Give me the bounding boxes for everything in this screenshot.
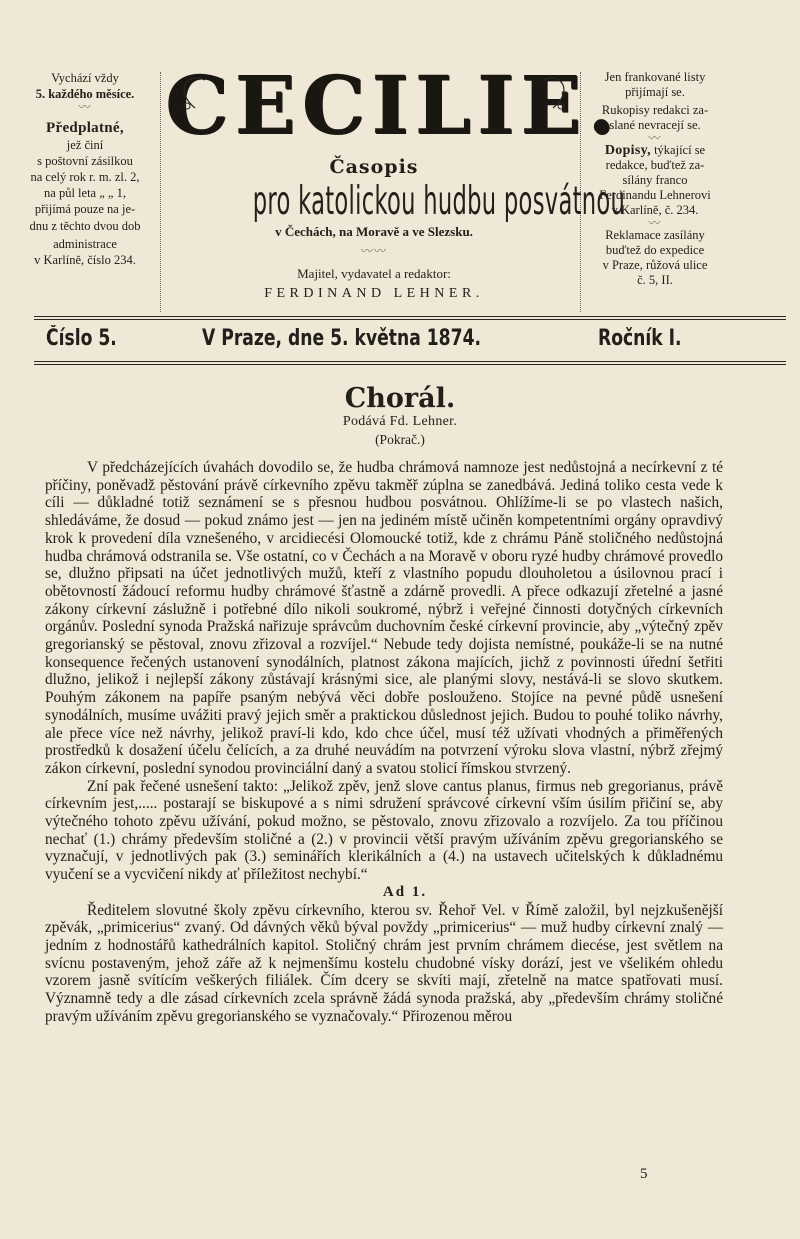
editorial-line: č. 5, II. <box>637 273 673 287</box>
editorial-line: slané nevracejí se. <box>609 118 701 132</box>
subscription-line: na celý rok r. m. zl. 2, <box>30 170 140 185</box>
subscription-line: s poštovní zásilkou <box>37 153 133 168</box>
flourish-icon <box>165 58 622 154</box>
ornament: 〰 <box>648 216 662 230</box>
article-byline: Podává Fd. Lehner. <box>342 414 458 429</box>
editorial-line: Jen frankované listy <box>604 70 706 84</box>
subscription-heading: Předplatné, <box>46 120 124 137</box>
issue-bar <box>46 326 786 360</box>
journal-regions: v Čechách, na Moravě a ve Slezsku. <box>275 224 473 239</box>
journal-title: CECILIE. <box>165 58 622 152</box>
ornament: 〰 <box>78 100 92 115</box>
letters-text: týkající se <box>650 143 706 157</box>
issue-number: Číslo 5. <box>46 326 117 351</box>
subscription-line: dnu z těchto dvou dob <box>29 218 141 233</box>
rule <box>34 361 786 362</box>
subscription-info <box>14 70 156 268</box>
journal-subtitle: pro katolickou hudbu posvátnou <box>252 179 626 224</box>
article-body <box>45 459 723 1026</box>
issue-volume: Ročník I. <box>598 326 682 351</box>
issue-date: V Praze, dne 5. května 1874. <box>202 326 482 351</box>
rule <box>34 319 786 320</box>
subscription-line: jež činí <box>66 137 104 152</box>
editorial-line: v Karlíně, č. 234. <box>611 203 699 217</box>
paragraph: V předcházejících úvahách dovodilo se, že hudba chrámová namnoze jest nedůstojná a necírkevní z té příčiny, poněvadž pěstování právě církevního zpěvu takměř zúplna se zanedbává. Jediná toliko cesta vede k cíli — důkladné totiž seznámení se s přesnou hudbou posvátnou. Ohlížíme-li se po vlastech našich, shledáváme, že dosud — pokud známo jest — jen na jediném místě učiněn kompetentními orgány opravdivý krok k provedení díla vznešeného, v arcidiecési Olomoucké totiž, kde z chrámu Páně stoličného nedůstojná hudba chrámová odstranila se. Vše ostatní, co v Čechách a na Moravě v oboru ryzé hudby chrámové provedlo se, dlužno připsati na účet jednotlivých mužů, kteří z vlastního popudu dlouholetou a úsilovnou prací i obětovností žádoucí reformu hudby chrámové šťastně a zdárně provedli. A přece odkazují zřetelné a jasné zákony církevní záslužně i potřebné dílo nikoli soukromé, nýbrž i veřejné činnosti dotyčných církevních orgánův. Poslední synoda Pražská nařizuje správcům duchovním české církevní provincie, aby „výtečný zpěv gregorianský se pěstoval, znovu zřizoval a rozvíjel.“ Nebude tedy dojista nemístné, poukáže-li se na nutné konsequence řečených ustanovení synodálních, platnost zákona majících, jichž z povinnosti úřední šetřiti dlužno, jelikož i nejlepší zákony zůstávají krásnými sice, ale planými slovy, nestává-li se slovo skutkem. Pouhým zákonem na papíře psaným nebývá věci dobře poslouženo. Stojíce na pevné půdě usnešení synodálních, musíme uvážiti pravý jejich směr a praktickou důslednost jejich. Budou to pouhé toliko návrhy, ale přece více než návrhy, jelikož praví-li kdo, kdo chce účel, musí též užívati vhodných a přiměřených prostředků k dosažení účelu čelících, a za druhé neuvádím na potvrzení výroku slova vlastní, nýbrž zřejmý zákon církevní, poslední synodou provinciální daný a svatou stolicí římskou stvrzený. <box>45 459 723 777</box>
editorial-info <box>585 70 725 288</box>
rule <box>34 316 786 317</box>
letters-heading: Dopisy, <box>604 143 651 158</box>
subscription-line: přijímá pouze na je- <box>34 202 136 217</box>
editorial-line: Ferdinandu Lehnerovi <box>599 188 711 202</box>
article-title: Chorál. <box>344 383 456 414</box>
rule <box>34 364 786 365</box>
frequency-day: 5. každého měsíce. <box>35 87 135 102</box>
editorial-line: sílány franco <box>622 173 688 187</box>
editorial-line: v Praze, růžová ulice <box>602 258 708 272</box>
logo <box>165 58 622 154</box>
editorial-line: Reklamace zasílány <box>605 228 705 242</box>
continuation-note: (Pokrač.) <box>375 432 425 447</box>
owner-name: FERDINAND LEHNER. <box>264 286 484 301</box>
owner-label: Majitel, vydavatel a redaktor: <box>297 266 451 281</box>
frequency-line: Vychází vždy <box>51 71 119 85</box>
editorial-line <box>585 143 725 158</box>
ornament: 〰〰 <box>360 244 387 258</box>
masthead <box>165 58 626 302</box>
editorial-line: buďtež do expedice <box>605 243 705 257</box>
subscription-line: administrace <box>53 236 117 251</box>
subscription-line: na půl leta „ „ 1, <box>44 186 126 201</box>
editorial-line: redakce, buďtež za- <box>605 158 705 172</box>
editorial-line: přijímají se. <box>625 85 685 99</box>
subscription-line: v Karlíně, číslo 234. <box>34 253 136 268</box>
page-number: 5 <box>640 1166 648 1182</box>
paragraph: Ředitelem slovutné školy zpěvu církevního, kterou sv. Řehoř Vel. v Římě založil, byl nejzkušenější zpěvák, „primicerius“ zvaný. Od dávných věků býval povždy „primicerius“ — muž hudby církevní znalý — jedním z hodnostářů kathedrálních kapitol. Stoličný chrám jest prvním chrámem diecése, jest světlem na svícnu postaveným, jehož záře až k nejmenšímu kostelu chudobné vísky dorází, jest ve všelikém ohledu vzorem jasně svítícím veškerých filiálek. Čím dcery se skvíti mají, zřetelně na matce spatřovati musí. Významně tedy a dle zásad církevních zcela správně žádá synoda pražská, aby „především chrámy stoličné pravým užíváním zpěvu gregorianského se vyznačovaly.“ Přirozenou měrou <box>45 901 723 1025</box>
ornament: 〰 <box>648 131 662 145</box>
column-divider <box>160 72 161 312</box>
editorial-line: Rukopisy redakci za- <box>601 103 709 117</box>
section-heading: Ad 1. <box>382 883 428 900</box>
journal-label: Časopis <box>329 156 419 178</box>
paragraph: Zní pak řečené usnešení takto: „Jelikož zpěv, jenž slove cantus planus, firmus neb gregorianus, právě církevním jest,..... postarají se biskupové a s nimi sdružení správcové církevní vším úsilím přičiní se, aby výtečného tohoto zpěvu užívání, pokud možno, se pěstovalo, znovu zřizovalo a rozvíjelo. Za tou příčinou nechať (1.) chrámy především stoličné a (2.) v provincii větší pravým užíváním zpěvu gregorianského se vyznačují, v jednotlivých pak (3.) seminářích klerikálních a (4.) na ustavech učitelských k důkladnému vyučení se a vycvičení nikdy ať příležitost nechybí.“ <box>45 777 723 884</box>
